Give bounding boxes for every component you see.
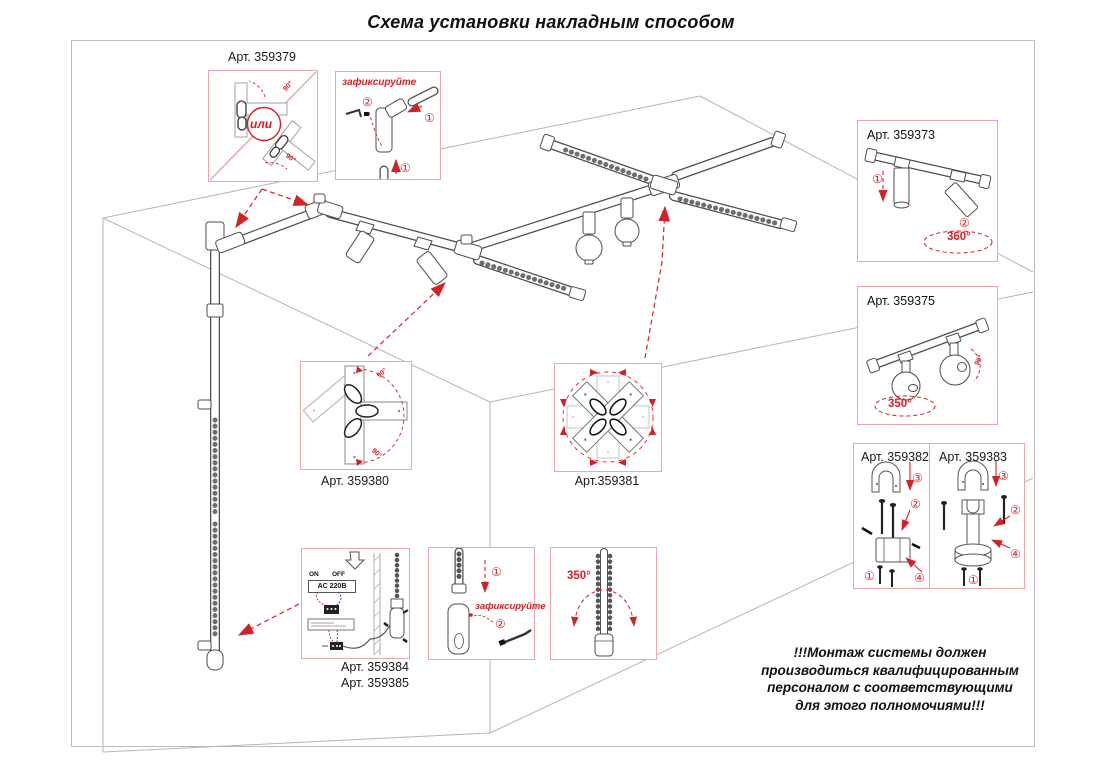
callout-art-359380 bbox=[300, 361, 412, 470]
angle-label-90: 90° bbox=[282, 80, 295, 93]
step-1: ① bbox=[864, 569, 875, 583]
callout-fixation-top bbox=[335, 71, 441, 180]
step-3: ③ bbox=[912, 471, 923, 485]
clamp-mount-sketch bbox=[854, 444, 930, 588]
connector-fixation-sketch bbox=[336, 72, 440, 179]
step-2: ② bbox=[362, 95, 373, 109]
label-art-359384: Арт. 359384 bbox=[340, 660, 409, 674]
step-1: ① bbox=[968, 573, 979, 587]
wiring-sketch bbox=[302, 549, 409, 658]
warning-line: персоналом с соответствующими bbox=[767, 680, 1013, 695]
switch-off-label: OFF bbox=[332, 571, 345, 578]
step-3: ③ bbox=[998, 469, 1009, 483]
callout-art-359375 bbox=[857, 286, 998, 425]
page-title: Схема установки накладным способом bbox=[367, 12, 735, 32]
label-art-359383: Арт. 359383 bbox=[939, 450, 1008, 464]
angle-label-90: 90° bbox=[973, 354, 985, 367]
angle-label-350: 350° bbox=[567, 570, 591, 582]
step-4: ④ bbox=[1010, 547, 1021, 561]
step-1: ① bbox=[400, 161, 411, 175]
callout-art-359373 bbox=[857, 120, 998, 262]
step-2: ② bbox=[1010, 503, 1021, 517]
fixation-label: зафиксируйте bbox=[342, 77, 417, 88]
column-rotation-sketch bbox=[551, 548, 656, 659]
step-1: ① bbox=[491, 565, 502, 579]
angle-label-90: 90° bbox=[376, 367, 389, 380]
callout-fixation-bottom bbox=[428, 547, 546, 660]
warning-line: для этого полномочиями!!! bbox=[795, 697, 985, 713]
label-art-359381: Арт.359381 bbox=[574, 474, 640, 488]
callout-rotation-350 bbox=[550, 547, 657, 660]
step-1: ① bbox=[424, 111, 435, 125]
power-label: AC 220В bbox=[308, 580, 356, 593]
warning-line: производиться квалифицированным bbox=[761, 662, 1019, 678]
fixation-label: зафиксируйте bbox=[475, 601, 546, 612]
spot-track-sketch bbox=[858, 121, 997, 261]
label-art-359382: Арт. 359382 bbox=[861, 450, 930, 464]
label-art-359379: Арт. 359379 bbox=[227, 50, 296, 64]
callout-art-359383 bbox=[929, 443, 1025, 589]
installation-warning bbox=[735, 644, 1045, 714]
step-2: ② bbox=[910, 497, 921, 511]
angle-label-90: 90° bbox=[283, 152, 297, 165]
cross-rotation-sketch bbox=[555, 364, 661, 471]
label-art-359385: Арт. 359385 bbox=[340, 676, 409, 690]
cross-plate-sketch bbox=[301, 362, 411, 469]
switch-on-label: ON bbox=[309, 571, 319, 578]
label-art-359380: Арт. 359380 bbox=[320, 474, 389, 488]
angle-label-90: 90° bbox=[370, 447, 383, 460]
warning-line: !!!Монтаж системы должен bbox=[793, 645, 987, 660]
callout-art-359381 bbox=[554, 363, 662, 472]
angle-label-360: 360° bbox=[947, 231, 971, 243]
or-label: или bbox=[250, 117, 273, 131]
label-art-359373: Арт. 359373 bbox=[867, 128, 936, 142]
label-art-359375: Арт. 359375 bbox=[867, 294, 936, 308]
step-2: ② bbox=[495, 617, 506, 631]
callout-art-359379 bbox=[208, 70, 318, 182]
callout-art-359384 bbox=[301, 548, 410, 659]
step-1: ① bbox=[872, 172, 883, 186]
callout-art-359382 bbox=[853, 443, 931, 589]
angle-label-350: 350° bbox=[888, 398, 912, 410]
step-4: ④ bbox=[914, 571, 925, 585]
step-2: ② bbox=[959, 216, 970, 230]
